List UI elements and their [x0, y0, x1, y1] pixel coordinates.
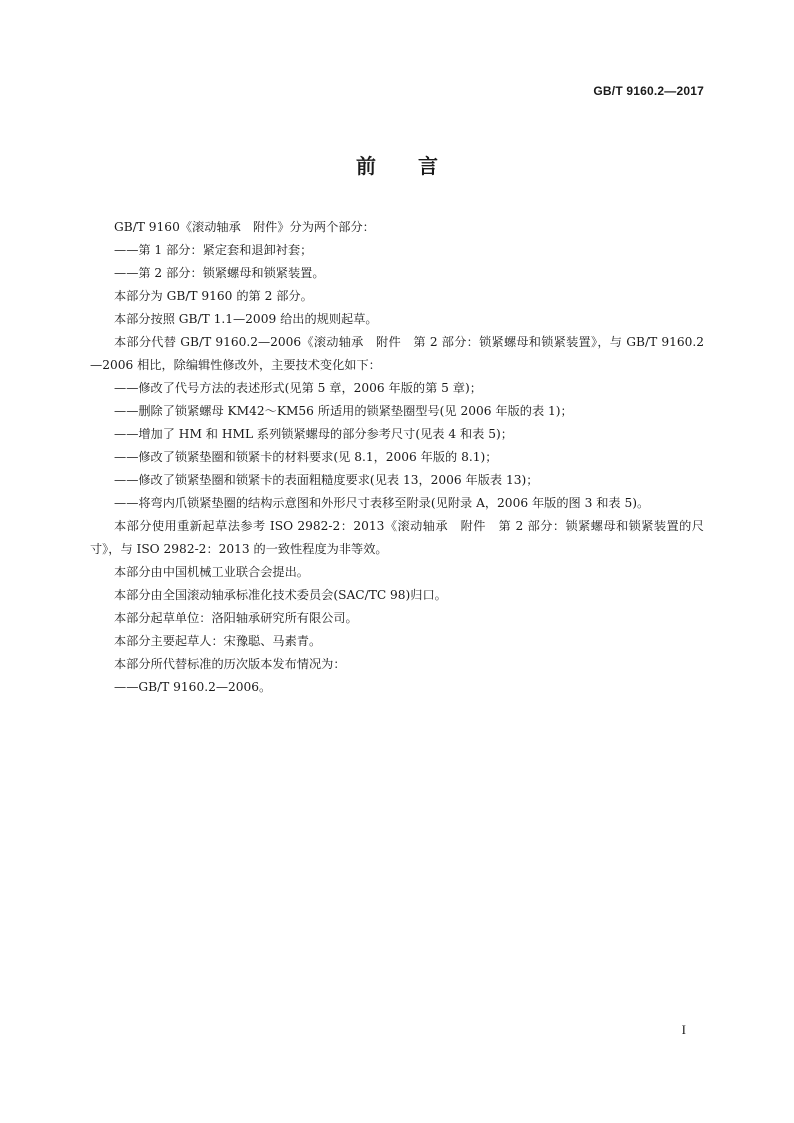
- list-item: ——删除了锁紧螺母 KM42～KM56 所适用的锁紧垫圈型号(见 2006 年版的表 1)；: [114, 404, 573, 418]
- list-item: ——修改了代号方法的表述形式(见第 5 章，2006 年版的第 5 章)；: [114, 381, 482, 395]
- paragraph: 本部分由中国机械工业联合会提出。: [114, 565, 309, 579]
- list-item: ——将弯内爪锁紧垫圈的结构示意图和外形尺寸表移至附录(见附录 A，2006 年版的图 3 和表 5)。: [114, 496, 650, 510]
- list-item: ——修改了锁紧垫圈和锁紧卡的表面粗糙度要求(见表 13，2006 年版表 13)；: [114, 473, 539, 487]
- paragraph: 本部分按照 GB/T 1.1—2009 给出的规则起草。: [114, 312, 378, 326]
- page-number: I: [681, 1022, 686, 1037]
- paragraph: 本部分使用重新起草法参考 ISO 2982-2：2013《滚动轴承 附件 第 2 部分：锁紧螺母和锁紧装置的尺寸》，与 ISO 2982-2：2013 的一致性程度为非等效。: [90, 519, 704, 556]
- paragraph: 本部分所代替标准的历次版本发布情况为：: [114, 657, 346, 671]
- paragraph: 本部分代替 GB/T 9160.2—2006《滚动轴承 附件 第 2 部分：锁紧螺母和锁紧装置》，与 GB/T 9160.2—2006 相比，除编辑性修改外，主要技术变化如下：: [90, 335, 704, 372]
- list-item: ——第 1 部分：紧定套和退卸衬套；: [114, 243, 313, 257]
- paragraph: GB/T 9160《滚动轴承 附件》分为两个部分：: [114, 220, 375, 234]
- list-item: ——修改了锁紧垫圈和锁紧卡的材料要求(见 8.1，2006 年版的 8.1)；: [114, 450, 498, 464]
- list-item: ——增加了 HM 和 HML 系列锁紧螺母的部分参考尺寸(见表 4 和表 5)；: [114, 427, 513, 441]
- paragraph: 本部分起草单位：洛阳轴承研究所有限公司。: [114, 611, 358, 625]
- paragraph: 本部分由全国滚动轴承标准化技术委员会(SAC/TC 98)归口。: [114, 588, 447, 602]
- paragraph: 本部分为 GB/T 9160 的第 2 部分。: [114, 289, 313, 303]
- list-item: ——第 2 部分：锁紧螺母和锁紧装置。: [114, 266, 325, 280]
- list-item: ——GB/T 9160.2—2006。: [114, 680, 272, 694]
- foreword-body: [90, 216, 704, 699]
- standard-number: GB/T 9160.2—2017: [593, 84, 704, 98]
- page-title: 前言: [356, 154, 480, 178]
- paragraph: 本部分主要起草人：宋豫聪、马素青。: [114, 634, 322, 648]
